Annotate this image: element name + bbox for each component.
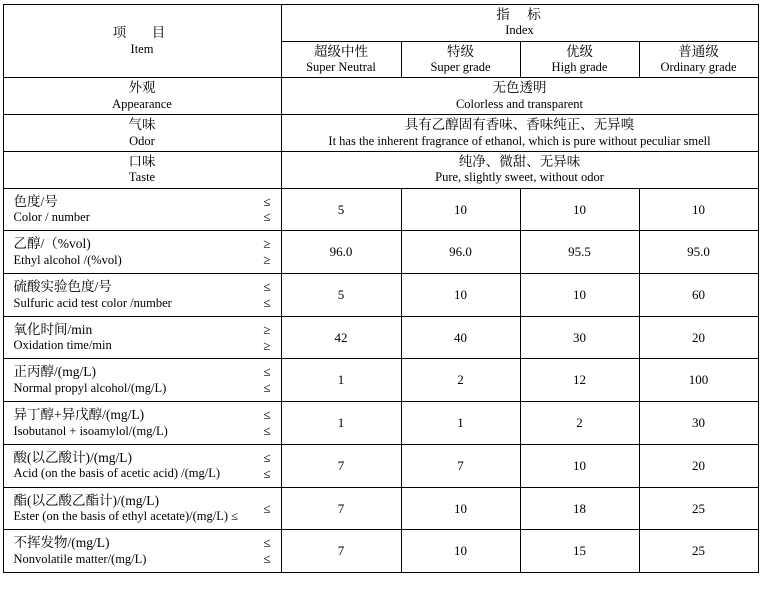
cell-value: 7 — [401, 444, 520, 487]
row-label-sulfuric-acid-test-color — [3, 274, 281, 317]
row-operator-en: ≤ — [263, 423, 271, 439]
row-operator-en: ≤ — [263, 209, 271, 225]
row-label-cn: 硫酸实验色度/号 — [13, 279, 112, 295]
table-row-color — [3, 188, 758, 231]
row-label-en: Taste — [128, 170, 156, 185]
grade-cn: 普通级 — [678, 43, 719, 59]
row-label-normal-propyl-alcohol — [3, 359, 281, 402]
row-value-cn: 无色透明 — [492, 80, 547, 96]
row-label-en: Isobutanol + isoamylol/(mg/L) — [13, 423, 168, 438]
header-grade-ordinary — [639, 41, 758, 78]
grade-en: Ordinary grade — [660, 60, 737, 75]
cell-value: 18 — [520, 487, 639, 530]
cell-value: 10 — [520, 444, 639, 487]
row-label-odor — [3, 115, 281, 152]
cell-value: 10 — [401, 530, 520, 573]
cell-value: 10 — [401, 487, 520, 530]
table-row-taste — [3, 151, 758, 188]
table-row-ethyl-alcohol — [3, 231, 758, 274]
cell-value: 10 — [401, 188, 520, 231]
row-label-cn: 外观 — [128, 80, 156, 96]
row-label-acid — [3, 444, 281, 487]
row-label-en: Nonvolatile matter/(mg/L) — [13, 551, 147, 566]
cell-value: 96.0 — [401, 231, 520, 274]
cell-value: 30 — [520, 316, 639, 359]
row-label-taste — [3, 151, 281, 188]
row-label-en: Oxidation time/min — [13, 338, 112, 353]
row-operator-en: ≤ — [263, 465, 271, 481]
row-value-cn: 纯净、微甜、无异味 — [458, 153, 581, 169]
table-row-appearance — [3, 78, 758, 115]
cell-value: 20 — [639, 444, 758, 487]
cell-value: 40 — [401, 316, 520, 359]
row-label-en: Normal propyl alcohol/(mg/L) — [13, 380, 167, 395]
table-row-odor — [3, 115, 758, 152]
row-label-cn: 正丙醇/(mg/L) — [13, 364, 96, 380]
cell-value: 1 — [281, 359, 401, 402]
cell-value: 1 — [281, 402, 401, 445]
table-row-acid — [3, 444, 758, 487]
cell-value: 12 — [520, 359, 639, 402]
row-label-appearance — [3, 78, 281, 115]
row-operator-cn: ≤ — [263, 279, 271, 295]
cell-value: 2 — [520, 402, 639, 445]
header-grade-super — [401, 41, 520, 78]
header-grade-high — [520, 41, 639, 78]
row-operator-en: ≤ — [263, 551, 271, 567]
row-operator-cn: ≤ — [263, 407, 271, 423]
row-label-cn: 色度/号 — [13, 193, 58, 209]
row-operator-cn: ≥ — [263, 236, 271, 252]
table-header-row-1 — [3, 5, 758, 42]
cell-value: 7 — [281, 530, 401, 573]
row-operator-en: ≤ — [263, 294, 271, 310]
row-label-en: Sulfuric acid test color /number — [13, 295, 172, 310]
header-index-cell — [281, 5, 758, 42]
cell-value: 100 — [639, 359, 758, 402]
row-label-cn: 氧化时间/min — [13, 321, 93, 337]
cell-value: 5 — [281, 274, 401, 317]
cell-value: 95.5 — [520, 231, 639, 274]
table-row-sulfuric-acid-test-color — [3, 274, 758, 317]
cell-value: 15 — [520, 530, 639, 573]
row-operator-cn: ≤ — [263, 535, 271, 551]
row-label-en: Acid (on the basis of acetic acid) /(mg/L) — [13, 466, 221, 481]
row-label-en: Odor — [129, 133, 155, 148]
table-row-ester — [3, 487, 758, 530]
row-value-cn: 具有乙醇固有香味、香味纯正、无异嗅 — [404, 117, 635, 133]
table-row-oxidation-time — [3, 316, 758, 359]
row-label-oxidation-time — [3, 316, 281, 359]
specification-table — [3, 4, 759, 573]
row-operator-cn: ≤ — [263, 500, 271, 516]
cell-value: 5 — [281, 188, 401, 231]
table-row-nonvolatile-matter — [3, 530, 758, 573]
cell-value: 25 — [639, 530, 758, 573]
row-value-en: Pure, slightly sweet, without odor — [435, 170, 604, 185]
row-operator-en: ≥ — [263, 337, 271, 353]
row-label-ester — [3, 487, 281, 530]
row-label-cn: 气味 — [128, 117, 156, 133]
grade-cn: 特级 — [447, 43, 474, 59]
row-operator-cn: ≤ — [263, 193, 271, 209]
row-label-en: Color / number — [13, 210, 90, 225]
cell-value: 1 — [401, 402, 520, 445]
table-row-isobutanol-isoamylol — [3, 402, 758, 445]
row-value-en: Colorless and transparent — [455, 96, 584, 111]
row-operator-cn: ≥ — [263, 321, 271, 337]
row-label-cn: 酸(以乙酸计)/(mg/L) — [13, 449, 132, 465]
row-operator-en: ≥ — [263, 252, 271, 268]
header-index-en: Index — [505, 23, 534, 38]
row-label-cn: 口味 — [128, 153, 156, 169]
header-grade-super-neutral — [281, 41, 401, 78]
cell-value: 10 — [520, 274, 639, 317]
row-operator-en: ≤ — [263, 380, 271, 396]
header-item-cell — [3, 5, 281, 78]
row-label-en: Ethyl alcohol /(%vol) — [13, 252, 122, 267]
row-label-en: Appearance — [112, 96, 172, 111]
row-label-cn: 酯(以乙酸乙酯计)/(mg/L) — [13, 492, 159, 508]
cell-value: 7 — [281, 487, 401, 530]
cell-value: 10 — [639, 188, 758, 231]
row-label-cn: 不挥发物/(mg/L) — [13, 535, 110, 551]
grade-cn: 优级 — [566, 43, 593, 59]
cell-value: 25 — [639, 487, 758, 530]
row-label-cn: 异丁醇+异戊醇/(mg/L) — [13, 407, 145, 423]
cell-value: 30 — [639, 402, 758, 445]
grade-en: High grade — [551, 60, 608, 75]
row-operator-cn: ≤ — [263, 449, 271, 465]
row-label-color — [3, 188, 281, 231]
grade-en: Super grade — [430, 60, 491, 75]
cell-value: 42 — [281, 316, 401, 359]
grade-en: Super Neutral — [306, 60, 376, 75]
header-index-cn: 指 标 — [496, 7, 543, 22]
row-label-ethyl-alcohol — [3, 231, 281, 274]
cell-value: 10 — [401, 274, 520, 317]
cell-value: 95.0 — [639, 231, 758, 274]
row-value-taste — [281, 151, 758, 188]
row-label-nonvolatile-matter — [3, 530, 281, 573]
cell-value: 96.0 — [281, 231, 401, 274]
row-value-odor — [281, 115, 758, 152]
header-item-cn: 项 目 — [112, 25, 172, 41]
header-item-en: Item — [130, 41, 154, 56]
cell-value: 20 — [639, 316, 758, 359]
row-label-cn: 乙醇/（%vol) — [13, 236, 91, 252]
row-operator-cn: ≤ — [263, 364, 271, 380]
grade-cn: 超级中性 — [314, 43, 368, 59]
table-row-normal-propyl-alcohol — [3, 359, 758, 402]
cell-value: 2 — [401, 359, 520, 402]
cell-value: 7 — [281, 444, 401, 487]
row-value-en: It has the inherent fragrance of ethanol, which is pure without peculiar smell — [328, 133, 711, 148]
row-label-en: Ester (on the basis of ethyl acetate)/(mg/L) ≤ — [13, 509, 238, 524]
row-label-isobutanol-isoamylol — [3, 402, 281, 445]
cell-value: 10 — [520, 188, 639, 231]
row-value-appearance — [281, 78, 758, 115]
cell-value: 60 — [639, 274, 758, 317]
